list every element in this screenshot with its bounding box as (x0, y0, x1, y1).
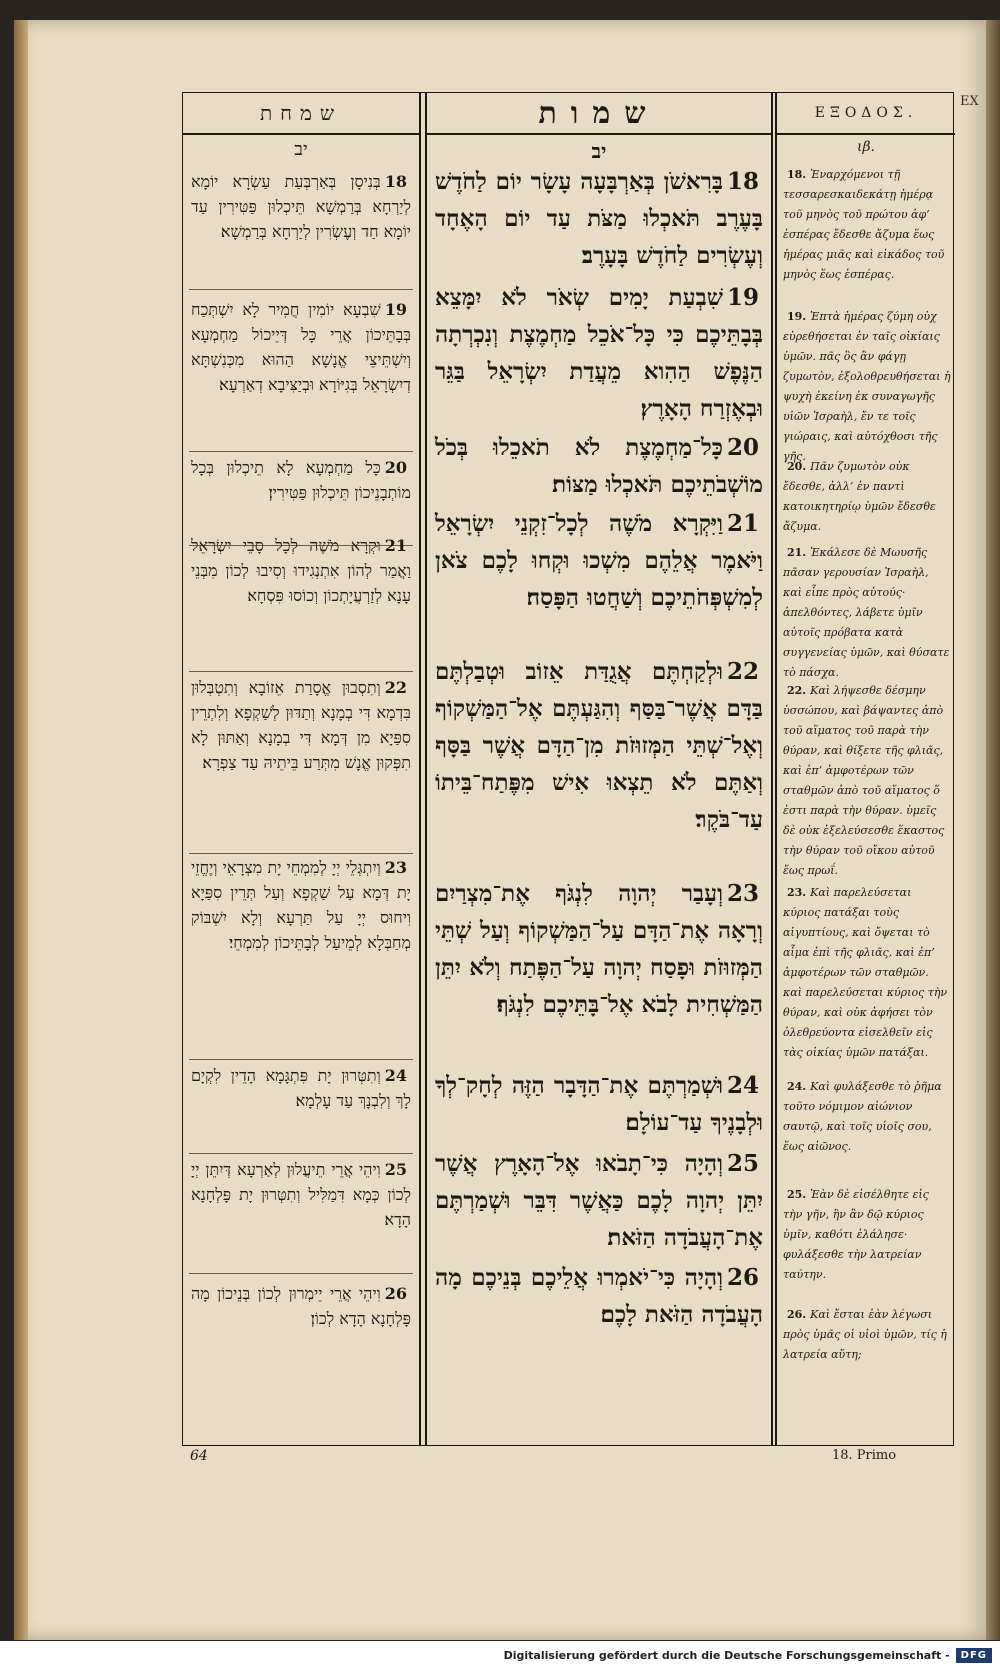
hebrew-chapter: יב (591, 139, 607, 163)
greek-verse-22: 22. Καὶ λήψεσθε δέσμην ὑσσώπου, καὶ βάψαντες ἀπὸ τοῦ αἵματος τοῦ παρὰ τὴν θύραν, καὶ θίξετε τῆς φλιᾶς, καὶ ἐπ’ ἀμφοτέρων τῶν σταθμῶν ἀπὸ τοῦ αἵματος ὅ ἐστι παρὰ τὴν θύραν. ὑμεῖς δὲ οὐκ ἐξελεύσεσθε ἕκαστος τὴν θύραν τοῦ οἴκου αὐτοῦ ἕως πρωΐ. (783, 684, 945, 877)
hebrew-verse-23: 23וְעָבַר יְהוָה לִנְגֹּף אֶת־מִצְרַיִם וְרָאָה אֶת־הַדָּם עַל־הַמַּשְׁקוֹף וְעַל שְׁתֵּי הַמְּזוּזֹת וּפָסַח יְהוָה עַל־הַפֶּתַח וְלֹא יִתֵּן הַמַּשְׁחִית לָבֹא אֶל־בָּתֵּיכֶם לִנְגֹּף׃ (435, 880, 763, 1018)
aramaic-verse-18: 18בְּנִיסָן בְּאַרְבְּעַת עַשְׂרָא יוֹמָא לְיַרְחָא בְּרַמְשָׁא תֵּיכְלוּן פַּטִּירִין עַד יוֹמָא חַד וְעֶשְׂרִין לְיַרְחָא בְּרַמְשָׁא׃ (191, 172, 411, 241)
greek-verse-26: 26. Καὶ ἔσται ἐὰν λέγωσι πρὸς ὑμᾶς οἱ υἱοὶ ὑμῶν, τίς ἡ λατρεία αὕτη; (783, 1308, 947, 1361)
divider (189, 451, 413, 452)
hebrew-verse-25: 25וְהָיָה כִּי־תָבֹאוּ אֶל־הָאָרֶץ אֲשֶׁר יִתֵּן יְהוָה לָכֶם כַּאֲשֶׁר דִּבֵּר וּשְׁמַרְתֶּם אֶת־הָעֲבֹדָה הַזֹּאת׃ (435, 1150, 763, 1251)
divider (189, 1273, 413, 1274)
greek-verse-24: 24. Καὶ φυλάξεσθε τὸ ῥῆμα τοῦτο νόμιμον αἰώνιον σαυτῷ, καὶ τοῖς υἱοῖς σου, ἕως αἰῶνος. (783, 1080, 942, 1153)
page-number: 64 (190, 1448, 208, 1464)
greek-verse-18: 18. Ἐναρχόμενοι τῇ τεσσαρεσκαιδεκάτῃ ἡμέρᾳ τοῦ μηνὸς τοῦ πρώτου ἀφ’ ἑσπέρας ἔδεσθε ἄζυμα ἕως ἡμέρας μιᾶς καὶ εἰκάδος τοῦ μηνὸς ἕως ἑσπέρας. (783, 168, 945, 281)
edge-mark: EX (960, 94, 979, 109)
greek-chapter: ιβ. (856, 139, 876, 155)
greek-title: ΕΞΟΔΟΣ. (777, 93, 955, 135)
dfg-logo-icon: DFG (956, 1648, 992, 1663)
aramaic-column (183, 93, 421, 1445)
digitization-footer (0, 1641, 1000, 1669)
aramaic-verse-19: 19שִׁבְעָא יוֹמִין חֲמִיר לָא יִשְׁתְּכַח בְּבָתֵּיכוֹן אֲרֵי כָּל דְּיֵיכוֹל מַחְמְעָא וְיִשְׁתֵּיצֵי אֱנָשָׁא הַהוּא מִכְּנִשְׁתָּא דְיִשְׂרָאֵל בְּגִיּוֹרָא וּבְיַצִּיבָא דְאַרְעָא׃ (191, 300, 411, 394)
aramaic-verse-23: 23וְיִתְגְּלֵי יְיָ לְמִמְחֵי יָת מִצְרָאֵי וְיֶחֱזֵי יָת דְּמָא עַל שַׁקְפָא וְעַל תְּרֵין סִפַּיָא וִיחוּס יְיָ עַל תַּרְעָא וְלָא יִשְׁבּוֹק מְחַבְּלָא לְמֵיעַל לְבָתֵּיכוֹן לְמִמְחֵי׃ (191, 858, 411, 952)
greek-verse-20: 20. Πᾶν ζυμωτὸν οὐκ ἔδεσθε, ἀλλ’ ἐν παντὶ κατοικητηρίῳ ὑμῶν ἔδεσθε ἄζυμα. (783, 460, 936, 533)
digitization-note: Digitalisierung gefördert durch die Deutsche Forschungsgemeinschaft - (503, 1648, 950, 1662)
text-frame (182, 92, 954, 1446)
aramaic-verse-24: 24וְתִטְּרוּן יָת פִּתְגָּמָא הָדֵין לִקְיָם לָךְ וְלִבְנָךְ עַד עָלְמָא׃ (191, 1066, 411, 1110)
divider (189, 1153, 413, 1154)
hebrew-verse-21: 21וַיִּקְרָא מֹשֶׁה לְכָל־זִקְנֵי יִשְׂרָאֵל וַיֹּאמֶר אֲלֵהֶם מִשְׁכוּ וּקְחוּ לָכֶם צֹאן לְמִשְׁפְּחֹתֵיכֶם וְשַׁחֲטוּ הַפָּסַח׃ (435, 510, 763, 611)
hebrew-verse-18: 18בָּרִאשֹׁן בְּאַרְבָּעָה עָשָׂר יוֹם לַחֹדֶשׁ בָּעֶרֶב תֹּאכְלוּ מַצֹּת עַד יוֹם הָאֶחָד וְעֶשְׂרִים לַחֹדֶשׁ בָּעָרֶב׃ (435, 168, 763, 269)
greek-column (775, 93, 955, 1445)
greek-verse-19: 19. Ἑπτὰ ἡμέρας ζύμη οὐχ εὑρεθήσεται ἐν ταῖς οἰκίαις ὑμῶν. πᾶς ὃς ἂν φάγῃ ζυμωτὸν, ἐξολοθρευθήσεται ἡ ψυχὴ ἐκείνη ἐκ συναγωγῆς υἱῶν Ἰσραὴλ, ἔν τε τοῖς γιώραις, καὶ αὐτόχθοσι τῆς γῆς. (783, 310, 951, 463)
hebrew-verse-26: 26וְהָיָה כִּי־יֹאמְרוּ אֲלֵיכֶם בְּנֵיכֶם מָה הָעֲבֹדָה הַזֹּאת לָכֶם׃ (435, 1264, 763, 1328)
aramaic-chapter: יב (294, 139, 308, 160)
aramaic-title: שמחת (183, 93, 419, 135)
divider (189, 853, 413, 854)
greek-verse-25: 25. Ἐὰν δὲ εἰσέλθητε εἰς τὴν γῆν, ἣν ἂν δῷ κύριος ὑμῖν, καθότι ἐλάλησε· φυλάξεσθε τὴν λατρείαν ταύτην. (783, 1188, 929, 1281)
divider (189, 1059, 413, 1060)
hebrew-verse-24: 24וּשְׁמַרְתֶּם אֶת־הַדָּבָר הַזֶּה לְחָק־לְךָ וּלְבָנֶיךָ עַד־עוֹלָם׃ (435, 1072, 763, 1136)
aramaic-verse-20: 20כָּל מַחְמְעָא לָא תֵיכְלוּן בְּכָל מוֹתְבָנֵיכוֹן תֵּיכְלוּן פַּטִּירִין׃ (191, 458, 411, 502)
divider (189, 671, 413, 672)
page-edge-right (986, 20, 1000, 1640)
hebrew-title: שמות (427, 93, 771, 135)
greek-verse-21: 21. Ἐκάλεσε δὲ Μωυσῆς πᾶσαν γερουσίαν Ἰσραὴλ, καὶ εἶπε πρὸς αὐτούς· ἀπελθόντες, λάβετε ὑμῖν αὐτοῖς πρόβατα κατὰ συγγενείας ὑμῶν, καὶ θύσατε τὸ πάσχα. (783, 546, 950, 679)
divider (189, 289, 413, 290)
hebrew-verse-20: 20כָּל־מַחְמֶצֶת לֹא תֹאכֵלוּ בְּכֹל מוֹשְׁבֹתֵיכֶם תֹּאכְלוּ מַצּוֹת׃ (435, 434, 763, 498)
greek-verse-23: 23. Καὶ παρελεύσεται κύριος πατάξαι τοὺς αἰγυπτίους, καὶ ὄψεται τὸ αἷμα ἐπὶ τῆς φλιᾶς, καὶ ἐπ’ ἀμφοτέρων τῶν σταθμῶν. καὶ παρελεύσεται κύριος τὴν θύραν, καὶ οὐκ ἀφήσει τὸν ὀλεθρεύοντα εἰσελθεῖν εἰς τὰς οἰκίας ὑμῶν πατάξαι. (783, 886, 948, 1059)
aramaic-verse-25: 25וִיהֵי אֲרֵי תֵיעֲלוּן לְאַרְעָא דְּיִתֵּן יְיָ לְכוֹן כְּמָא דִּמַלִּיל וְתִטְּרוּן יָת פָּלְחָנָא הָדָא׃ (191, 1160, 411, 1229)
aramaic-verse-22: 22וְתִסְבוּן אֱסָרַת אֵזוֹבָא וְתִטְבְּלוּן בִּדְמָא דִּי בְמָנָא וְתַדּוּן לְשַׁקְפָא וְלִתְרֵין סִפַּיָא מִן דְּמָא דִּי בְמָנָא וְאַתּוּן לָא תִפְּקוּן אֱנָשׁ מִתְּרַע בֵּיתֵיהּ עַד צַפְרָא׃ (191, 678, 411, 772)
hebrew-verse-22: 22וּלְקַחְתֶּם אֲגֻדַּת אֵזוֹב וּטְבַלְתֶּם בַּדָּם אֲשֶׁר־בַּסַּף וְהִגַּעְתֶּם אֶל־הַמַּשְׁקוֹף וְאֶל־שְׁתֵּי הַמְּזוּזֹת מִן־הַדָּם אֲשֶׁר בַּסָּף וְאַתֶּם לֹא תֵצְאוּ אִישׁ מִפֶּתַח־בֵּיתוֹ עַד־בֹּקֶר׃ (435, 658, 763, 833)
page-edge-left (14, 20, 28, 1640)
aramaic-verse-21: 21וּקְרָא מֹשֶׁה לְכָל סָבֵי יִשְׂרָאֵל וַאֲמַר לְהוֹן אִתְנְגִידוּ וְסִיבוּ לְכוֹן מִבְּנֵי עָנָא לְזַרְעֲיָתְכוֹן וְכוֹסוּ פִּסְחָא׃ (191, 536, 411, 605)
aramaic-verse-26: 26וִיהֵי אֲרֵי יֵימְרוּן לְכוֹן בְּנֵיכוֹן מָה פָּלְחָנָא הָדָא לְכוֹן׃ (191, 1284, 411, 1328)
hebrew-column (425, 93, 773, 1445)
catchword: 18. Primo (832, 1448, 897, 1463)
hebrew-verse-19: 19שִׁבְעַת יָמִים שְׂאֹר לֹא יִמָּצֵא בְּבָתֵּיכֶם כִּי כָּל־אֹכֵל מַחְמֶצֶת וְנִכְרְתָה הַנֶּפֶשׁ הַהִוא מֵעֲדַת יִשְׂרָאֵל בַּגֵּר וּבְאֶזְרַח הָאָרֶץ׃ (435, 284, 763, 422)
